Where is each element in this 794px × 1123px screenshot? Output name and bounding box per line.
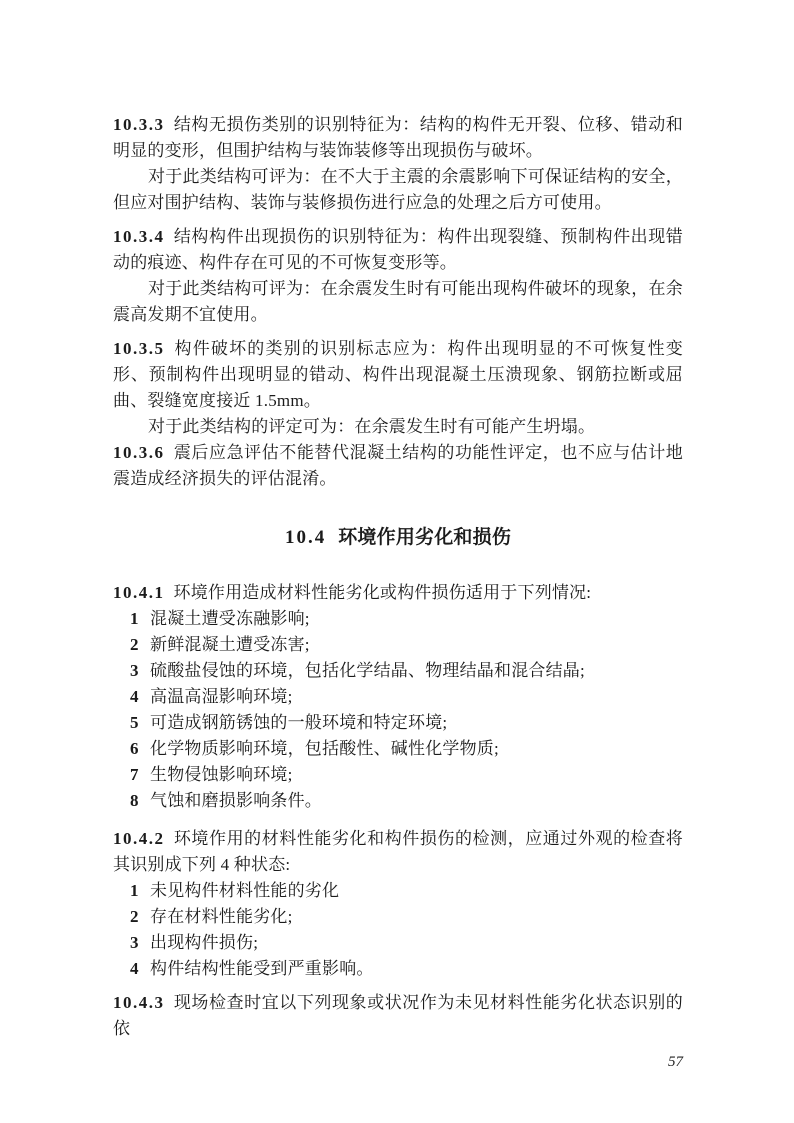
list-item-text: 存在材料性能劣化; [150, 907, 293, 926]
list-item-text: 化学物质影响环境，包括酸性、碱性化学物质; [150, 739, 499, 758]
section-title: 环境作用劣化和损伤 [338, 527, 512, 548]
list-item-number: 1 [130, 881, 139, 900]
list-item [113, 684, 683, 710]
clause-number: 10.3.4 [113, 227, 165, 246]
list-item-text: 新鲜混凝土遭受冻害; [150, 635, 310, 654]
list-item [113, 658, 683, 684]
list-item-number: 6 [130, 739, 139, 758]
list-item [113, 956, 683, 982]
paragraph-10-3-3-eval: 对于此类结构可评为：在不大于主震的余震影响下可保证结构的安全，但应对围护结构、装饰与装修损伤进行应急的处理之后方可使用。 [113, 167, 683, 212]
clause-10-3-3 [113, 112, 683, 164]
list-item-text: 混凝土遭受冻融影响; [150, 609, 310, 628]
list-item-number: 8 [130, 791, 139, 810]
clause-10-3-6 [113, 440, 683, 492]
clause-number: 10.4.2 [113, 829, 165, 848]
list-item [113, 788, 683, 814]
clause-text: 结构构件出现损伤的识别特征为：构件出现裂缝、预制构件出现错动的痕迹、构件存在可见的不可恢复变形等。 [113, 227, 683, 272]
list-item-text: 可造成钢筋锈蚀的一般环境和特定环境; [150, 713, 448, 732]
list-item [113, 930, 683, 956]
list-item [113, 632, 683, 658]
list-item-number: 7 [130, 765, 139, 784]
clause-number: 10.4.3 [113, 993, 165, 1012]
list-item-text: 高温高湿影响环境; [150, 687, 293, 706]
clause-text: 构件破坏的类别的识别标志应为：构件出现明显的不可恢复性变形、预制构件出现明显的错动、构件出现混凝土压溃现象、钢筋拉断或屈曲、裂缝宽度接近 1.5mm。 [113, 339, 683, 410]
list-item-text: 气蚀和磨损影响条件。 [150, 791, 322, 810]
paragraph-10-3-4-eval: 对于此类结构可评为：在余震发生时有可能出现构件破坏的现象，在余震高发期不宜使用。 [113, 279, 683, 324]
list-item [113, 736, 683, 762]
clause-text: 环境作用造成材料性能劣化或构件损伤适用于下列情况: [173, 583, 592, 602]
clause-number: 10.3.5 [113, 339, 165, 358]
list-item-number: 2 [130, 635, 139, 654]
clause-number: 10.4.1 [113, 583, 165, 602]
paragraph-10-3-5-eval: 对于此类结构的评定可为：在余震发生时有可能产生坍塌。 [148, 417, 596, 436]
clause-10-4-3 [113, 990, 683, 1042]
list-item [113, 904, 683, 930]
list-item-number: 2 [130, 907, 139, 926]
list-item [113, 606, 683, 632]
clause-text: 结构无损伤类别的识别特征为：结构的构件无开裂、位移、错动和明显的变形，但围护结构与装饰装修等出现损伤与破坏。 [113, 115, 683, 160]
clause-10-4-1 [113, 580, 683, 606]
clause-text: 环境作用的材料性能劣化和构件损伤的检测，应通过外观的检查将其识别成下列 4 种状态: [113, 829, 683, 874]
clause-text: 现场检查时宜以下列现象或状况作为未见材料性能劣化状态识别的依 [113, 993, 683, 1038]
list-item [113, 710, 683, 736]
list-item-number: 4 [130, 959, 139, 978]
section-number: 10.4 [284, 527, 327, 548]
clause-text: 震后应急评估不能替代混凝土结构的功能性评定，也不应与估计地震造成经济损失的评估混淆。 [113, 443, 683, 488]
list-item [113, 878, 683, 904]
clause-number: 10.3.6 [113, 443, 165, 462]
list-item-number: 1 [130, 609, 139, 628]
list-item-text: 硫酸盐侵蚀的环境，包括化学结晶、物理结晶和混合结晶; [150, 661, 585, 680]
page-number: 57 [668, 1054, 683, 1070]
clause-10-4-2 [113, 826, 683, 878]
section-heading-10-4 [113, 524, 683, 552]
clause-10-3-5 [113, 336, 683, 414]
list-item-number: 5 [130, 713, 139, 732]
clause-10-3-4 [113, 224, 683, 276]
clause-number: 10.3.3 [113, 115, 165, 134]
page-body [113, 112, 683, 1042]
list-item [113, 762, 683, 788]
list-item-number: 4 [130, 687, 139, 706]
list-item-text: 未见构件材料性能的劣化 [150, 881, 340, 900]
list-item-text: 出现构件损伤; [150, 933, 259, 952]
list-item-number: 3 [130, 933, 139, 952]
list-item-number: 3 [130, 661, 139, 680]
list-item-text: 生物侵蚀影响环境; [150, 765, 293, 784]
list-item-text: 构件结构性能受到严重影响。 [150, 959, 374, 978]
